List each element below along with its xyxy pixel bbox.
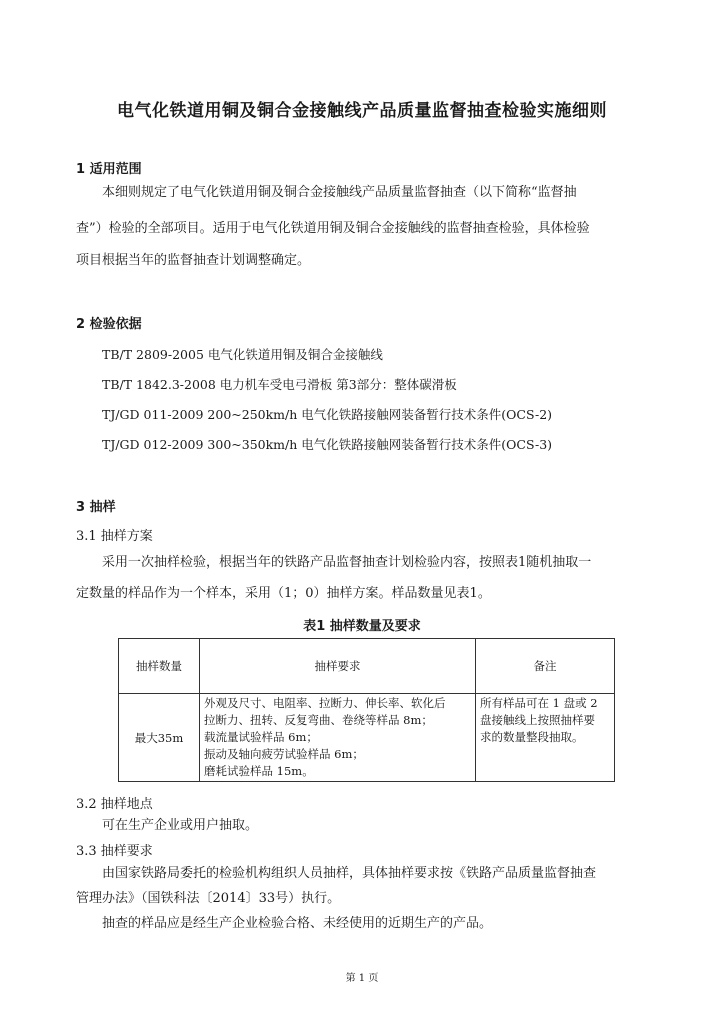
table-header-row	[119, 639, 615, 694]
section-2-heading: 2 检验依据	[76, 317, 142, 332]
reference-3: TJ/GD 011-2009 200~250km/h 电气化铁路接触网装备暂行技术条件(OCS-2)	[102, 407, 553, 422]
table-caption: 表1 抽样数量及要求	[303, 619, 421, 634]
subsection-3-3-line-1: 由国家铁路局委托的检验机构组织人员抽样，具体抽样要求按《铁路产品质量监督抽查	[102, 866, 597, 881]
subsection-3-2-text: 可在生产企业或用户抽取。	[102, 818, 259, 833]
subsection-3-1-heading: 3.1 抽样方案	[76, 529, 153, 544]
table-row	[119, 694, 615, 782]
cell-requirements	[200, 694, 476, 782]
remark-line: 所有样品可在 1 盘或 2	[480, 696, 598, 710]
section-1-line-2: 查”）检验的全部项目。适用于电气化铁道用铜及铜合金接触线的监督抽查检验，具体检验	[76, 221, 590, 236]
subsection-3-3-line-3: 抽查的样品应是经生产企业检验合格、未经使用的近期生产的产品。	[102, 916, 493, 931]
requirement-line: 拉断力、扭转、反复弯曲、卷绕等样品 8m；	[204, 713, 433, 727]
remark-line: 盘接触线上按照抽样要	[480, 713, 595, 727]
header-remarks: 备注	[476, 639, 615, 694]
page-title: 电气化铁道用铜及铜合金接触线产品质量监督抽查检验实施细则	[117, 101, 607, 121]
page-number: 第 1 页	[345, 973, 379, 984]
section-1-heading: 1 适用范围	[76, 162, 142, 177]
section-3-heading: 3 抽样	[76, 500, 116, 515]
reference-4: TJ/GD 012-2009 300~350km/h 电气化铁路接触网装备暂行技术条件(OCS-3)	[102, 437, 553, 452]
subsection-3-3-line-2: 管理办法》（国铁科法〔2014〕33号）执行。	[76, 891, 341, 906]
reference-1: TB/T 2809-2005 电气化铁道用铜及铜合金接触线	[102, 347, 383, 362]
section-1-line-1: 本细则规定了电气化铁道用铜及铜合金接触线产品质量监督抽查（以下简称“监督抽	[102, 185, 577, 200]
cell-quantity: 最大35m	[119, 694, 200, 782]
subsection-3-1-line-1: 采用一次抽样检验，根据当年的铁路产品监督抽查计划检验内容，按照表1随机抽取一	[102, 555, 592, 570]
requirement-line: 载流量试验样品 6m；	[204, 730, 318, 744]
requirement-line: 振动及轴向疲劳试验样品 6m；	[204, 747, 364, 761]
header-quantity: 抽样数量	[119, 639, 200, 694]
reference-2: TB/T 1842.3-2008 电力机车受电弓滑板 第3部分：整体碳滑板	[102, 377, 457, 392]
remark-line: 求的数量整段抽取。	[480, 730, 584, 744]
subsection-3-2-heading: 3.2 抽样地点	[76, 797, 153, 812]
requirement-line: 磨耗试验样品 15m。	[204, 764, 314, 778]
sampling-table	[118, 638, 615, 782]
subsection-3-3-heading: 3.3 抽样要求	[76, 844, 153, 859]
requirement-line: 外观及尺寸、电阻率、拉断力、伸长率、软化后	[204, 696, 446, 710]
header-requirements: 抽样要求	[200, 639, 476, 694]
subsection-3-1-line-2: 定数量的样品作为一个样本，采用（1；0）抽样方案。样品数量见表1。	[76, 586, 491, 601]
cell-remarks	[476, 694, 615, 782]
section-1-line-3: 项目根据当年的监督抽查计划调整确定。	[76, 253, 311, 268]
